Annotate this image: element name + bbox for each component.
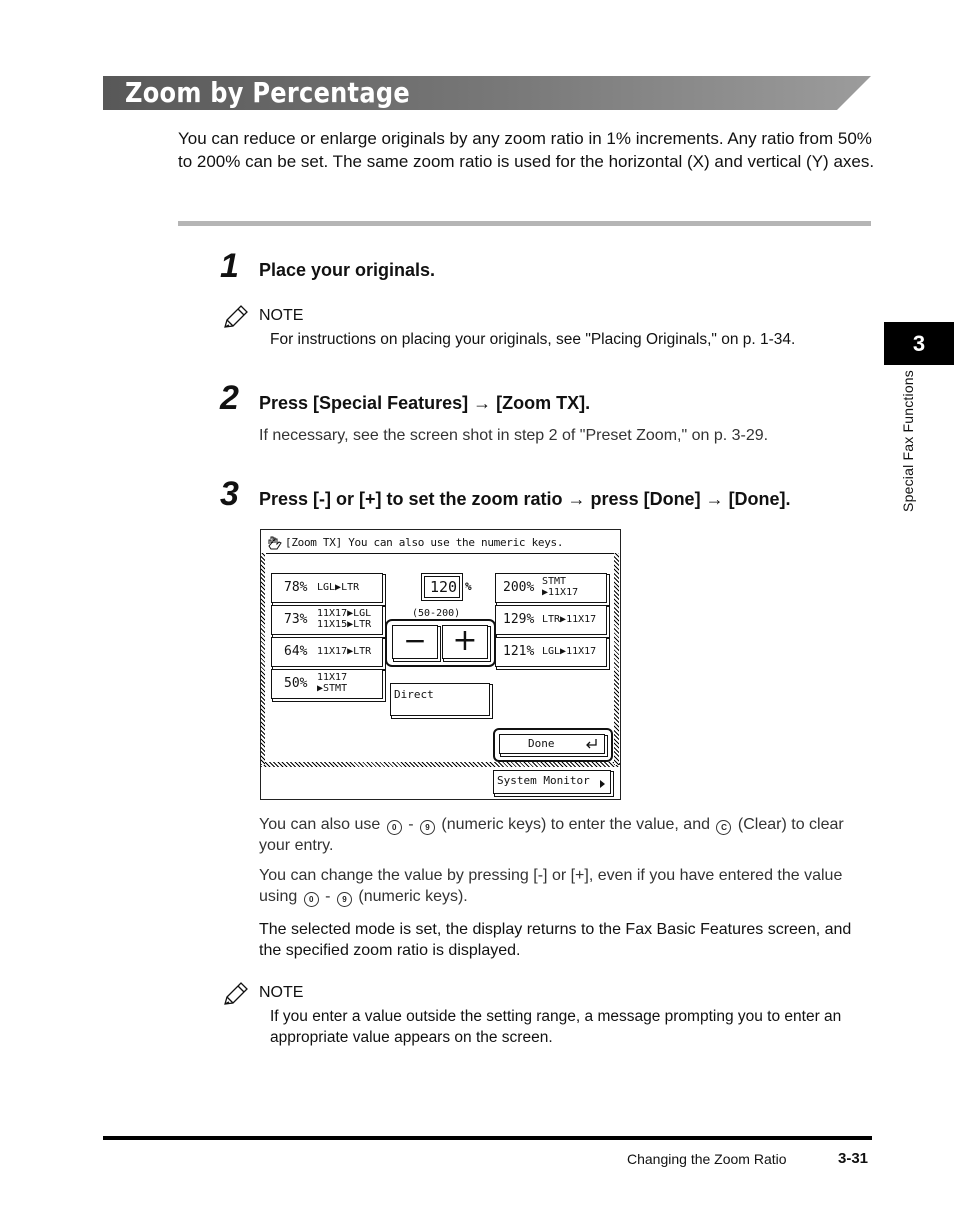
preset-73-button[interactable]: 73% 11X17▶LGL 11X15▶LTR (271, 605, 383, 635)
step-3-number: 3 (220, 475, 239, 513)
result-paragraph: The selected mode is set, the display returns to the Fax Basic Features screen, and the specified zoom ratio is displayed. (259, 921, 852, 959)
step-2-text: If necessary, see the screen shot in step 2 of "Preset Zoom," on p. 3-29. (259, 427, 769, 444)
note-1-label: NOTE (259, 307, 304, 324)
step-1-title: Place your originals. (259, 260, 436, 280)
zoom-tx-screen (260, 529, 621, 800)
screen-header-text: [Zoom TX] You can also use the numeric keys. (285, 536, 564, 549)
note-pencil-icon (222, 304, 250, 330)
note-1-text: For instructions on placing your originals, see "Placing Originals," on p. 1-34. (270, 331, 796, 348)
preset-121-button[interactable]: 121% LGL▶11X17 (495, 637, 607, 667)
page-title: Zoom by Percentage (125, 76, 410, 109)
page-number: 3-31 (838, 1150, 869, 1167)
key-9-icon: 9 (420, 820, 435, 835)
preset-129-button[interactable]: 129% LTR▶11X17 (495, 605, 607, 635)
key-clear-icon: C (716, 820, 731, 835)
key-0-icon: 0 (304, 892, 319, 907)
screen-hatch-right (614, 553, 619, 765)
numeric-keys-paragraph: You can also use 0 - 9 (numeric keys) to enter the value, and C (Clear) to clear your entry. (259, 816, 844, 854)
chapter-side-label (900, 370, 924, 540)
section-banner (103, 76, 871, 110)
step-2-title: Press [Special Features] → [Zoom TX]. (259, 393, 591, 413)
preset-64-button[interactable]: 64% 11X17▶LTR (271, 637, 383, 667)
key-9-icon: 9 (337, 892, 352, 907)
adjust-button-group (385, 619, 496, 667)
preset-200-button[interactable]: 200% STMT ▶11X17 (495, 573, 607, 603)
minus-button[interactable]: − (392, 625, 438, 659)
system-monitor-button[interactable]: System Monitor (493, 770, 611, 794)
step-1-number: 1 (220, 247, 239, 285)
step-2-number: 2 (220, 379, 239, 417)
key-0-icon: 0 (387, 820, 402, 835)
screen-hatch-bar (261, 762, 620, 767)
screen-hatch-left (261, 553, 265, 765)
footer-rule (103, 1136, 872, 1140)
divider-rule (178, 221, 871, 226)
zoom-unit: % (465, 580, 472, 593)
chapter-tab: 3 (884, 322, 954, 365)
note-pencil-icon (222, 981, 250, 1007)
enter-icon (586, 738, 598, 749)
step-3-title: Press [-] or [+] to set the zoom ratio → press [Done] → [Done]. (259, 489, 791, 509)
note-2-label: NOTE (259, 984, 304, 1001)
intro-paragraph: You can reduce or enlarge originals by any zoom ratio in 1% increments. Any ratio from 50% to 200% can be set. The same zoom ratio is used for the horizontal (X) and vertical (Y) axes. (178, 129, 875, 171)
plus-button[interactable]: + (442, 625, 488, 659)
done-button-frame (493, 728, 613, 762)
arrow-right-icon (600, 780, 605, 788)
zoom-range: (50-200) (412, 608, 461, 619)
hand-icon (267, 535, 285, 551)
preset-50-button[interactable]: 50% 11X17 ▶STMT (271, 669, 383, 699)
zoom-value: 120 (430, 578, 458, 596)
preset-78-button[interactable]: 78% LGL▶LTR (271, 573, 383, 603)
done-button[interactable]: Done (499, 734, 605, 754)
note-2-text: If you enter a value outside the setting range, a message prompting you to enter an appropriate value appears on the screen. (270, 1008, 842, 1046)
change-value-paragraph: You can change the value by pressing [-] or [+], even if you have entered the value using 0 - 9 (numeric keys). (259, 867, 843, 905)
footer-section: Changing the Zoom Ratio (627, 1151, 787, 1167)
zoom-value-display (421, 573, 463, 601)
screen-header-line (266, 553, 614, 554)
direct-button[interactable]: Direct (390, 683, 490, 716)
chapter-side-label-text: Special Fax Functions (900, 370, 916, 512)
